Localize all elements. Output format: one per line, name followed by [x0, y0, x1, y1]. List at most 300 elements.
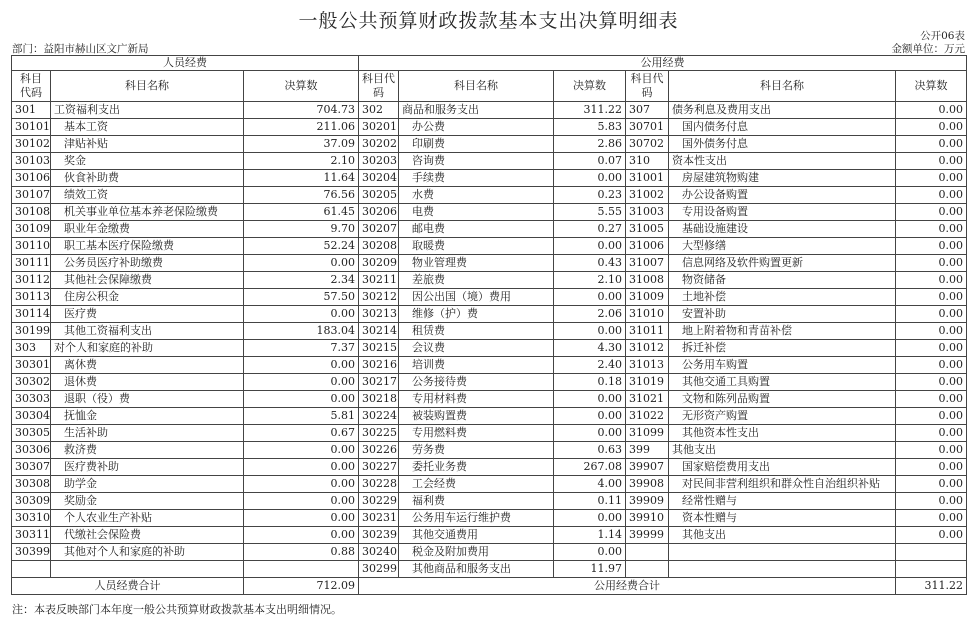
item-name: 基本工资: [51, 119, 244, 136]
item-name: 医疗费补助: [51, 459, 244, 476]
item-amount: 0.23: [554, 187, 626, 204]
item-amount: 0.00: [554, 544, 626, 561]
expenditure-table: [11, 55, 967, 595]
item-code: 30114: [12, 306, 51, 323]
amount-header: 决算数: [244, 71, 359, 102]
footnote: 注：本表反映部门本年度一般公共预算财政拨款基本支出明细情况。: [12, 603, 342, 616]
table-row: [12, 255, 967, 272]
item-amount: 11.64: [244, 170, 359, 187]
item-amount: 0.63: [554, 442, 626, 459]
item-code: 310: [626, 153, 669, 170]
item-amount: 11.97: [554, 561, 626, 578]
item-amount: 7.37: [244, 340, 359, 357]
item-amount: 0.00: [896, 425, 967, 442]
item-amount: 0.00: [896, 408, 967, 425]
item-name: 被装购置费: [399, 408, 554, 425]
item-amount: 0.00: [244, 306, 359, 323]
item-name: 专用材料费: [399, 391, 554, 408]
item-name: 其他交通工具购置: [669, 374, 896, 391]
item-name: 代缴社会保险费: [51, 527, 244, 544]
item-code: 302: [359, 102, 399, 119]
item-code: 30299: [359, 561, 399, 578]
code-header: 科目代码: [359, 71, 399, 102]
item-code: 30303: [12, 391, 51, 408]
table-row: [12, 408, 967, 425]
table-row: [12, 323, 967, 340]
item-name: 其他交通费用: [399, 527, 554, 544]
item-code: 30102: [12, 136, 51, 153]
item-amount: 0.00: [896, 119, 967, 136]
personnel-total-label: 人员经费合计: [12, 578, 244, 595]
item-code: 30113: [12, 289, 51, 306]
table-row: [12, 425, 967, 442]
item-name: 安置补助: [669, 306, 896, 323]
item-code: 31022: [626, 408, 669, 425]
item-amount: 0.67: [244, 425, 359, 442]
item-name: 物业管理费: [399, 255, 554, 272]
item-code: 30301: [12, 357, 51, 374]
item-code: 30399: [12, 544, 51, 561]
item-amount: 0.00: [244, 510, 359, 527]
amount-header: 决算数: [896, 71, 967, 102]
item-name: 拆迁补偿: [669, 340, 896, 357]
item-code: [626, 544, 669, 561]
item-amount: 0.00: [896, 289, 967, 306]
table-row: [12, 357, 967, 374]
item-amount: 0.00: [896, 442, 967, 459]
personnel-group-header: 人员经费: [12, 56, 359, 71]
item-name: 机关事业单位基本养老保险缴费: [51, 204, 244, 221]
item-amount: 9.70: [244, 221, 359, 238]
item-code: 30108: [12, 204, 51, 221]
public-group-header: 公用经费: [359, 56, 967, 71]
item-name: 取暖费: [399, 238, 554, 255]
item-code: 31012: [626, 340, 669, 357]
name-header: 科目名称: [669, 71, 896, 102]
item-code: 30231: [359, 510, 399, 527]
item-name: 差旅费: [399, 272, 554, 289]
item-amount: [244, 561, 359, 578]
item-code: 30202: [359, 136, 399, 153]
item-code: 31003: [626, 204, 669, 221]
item-name: 奖励金: [51, 493, 244, 510]
item-amount: 5.81: [244, 408, 359, 425]
item-amount: 0.00: [244, 391, 359, 408]
item-amount: 0.00: [896, 476, 967, 493]
item-name: 职工基本医疗保险缴费: [51, 238, 244, 255]
item-amount: 0.18: [554, 374, 626, 391]
item-code: 30224: [359, 408, 399, 425]
item-name: 其他工资福利支出: [51, 323, 244, 340]
form-number: 公开06表: [920, 30, 965, 42]
item-amount: 0.00: [554, 238, 626, 255]
item-amount: 0.00: [896, 459, 967, 476]
item-name: 国内债务付息: [669, 119, 896, 136]
item-amount: 61.45: [244, 204, 359, 221]
item-name: 其他商品和服务支出: [399, 561, 554, 578]
item-amount: 52.24: [244, 238, 359, 255]
item-name: 工会经费: [399, 476, 554, 493]
public-total-label: 公用经费合计: [359, 578, 896, 595]
item-name: 对民间非营利组织和群众性自治组织补贴: [669, 476, 896, 493]
item-amount: 2.06: [554, 306, 626, 323]
item-name: 公务员医疗补助缴费: [51, 255, 244, 272]
item-name: 资本性赠与: [669, 510, 896, 527]
item-name: 资本性支出: [669, 153, 896, 170]
item-amount: 183.04: [244, 323, 359, 340]
item-code: 30205: [359, 187, 399, 204]
item-name: 会议费: [399, 340, 554, 357]
item-name: 离休费: [51, 357, 244, 374]
item-code: [12, 561, 51, 578]
table-row: [12, 476, 967, 493]
item-name: 津贴补贴: [51, 136, 244, 153]
item-name: 租赁费: [399, 323, 554, 340]
item-name: [669, 561, 896, 578]
item-name: 水费: [399, 187, 554, 204]
item-name: 经常性赠与: [669, 493, 896, 510]
item-code: 307: [626, 102, 669, 119]
item-amount: 37.09: [244, 136, 359, 153]
item-code: 30310: [12, 510, 51, 527]
personnel-total-value: 712.09: [244, 578, 359, 595]
item-amount: 0.43: [554, 255, 626, 272]
item-code: 39999: [626, 527, 669, 544]
item-amount: 267.08: [554, 459, 626, 476]
item-name: 地上附着物和青苗补偿: [669, 323, 896, 340]
item-amount: 0.00: [554, 510, 626, 527]
code-header: 科目代码: [12, 71, 51, 102]
item-amount: 211.06: [244, 119, 359, 136]
item-name: 公务接待费: [399, 374, 554, 391]
item-code: 30702: [626, 136, 669, 153]
item-amount: 0.00: [896, 306, 967, 323]
name-header: 科目名称: [399, 71, 554, 102]
item-code: 31001: [626, 170, 669, 187]
item-name: [51, 561, 244, 578]
item-code: 39907: [626, 459, 669, 476]
item-amount: 0.88: [244, 544, 359, 561]
item-amount: 0.11: [554, 493, 626, 510]
item-amount: 2.34: [244, 272, 359, 289]
item-code: [626, 561, 669, 578]
item-name: 退职（役）费: [51, 391, 244, 408]
table-row: [12, 289, 967, 306]
item-code: 30207: [359, 221, 399, 238]
item-amount: 0.00: [244, 255, 359, 272]
item-name: 培训费: [399, 357, 554, 374]
item-amount: 76.56: [244, 187, 359, 204]
item-code: 30204: [359, 170, 399, 187]
name-header: 科目名称: [51, 71, 244, 102]
item-code: 30213: [359, 306, 399, 323]
item-name: 大型修缮: [669, 238, 896, 255]
item-name: 个人农业生产补贴: [51, 510, 244, 527]
item-code: 30111: [12, 255, 51, 272]
table-row: [12, 442, 967, 459]
item-amount: 2.10: [244, 153, 359, 170]
table-row: [12, 153, 967, 170]
item-code: 30208: [359, 238, 399, 255]
item-amount: 0.00: [896, 170, 967, 187]
item-code: 30216: [359, 357, 399, 374]
item-name: 其他对个人和家庭的补助: [51, 544, 244, 561]
item-amount: 2.86: [554, 136, 626, 153]
item-code: 31013: [626, 357, 669, 374]
item-amount: 0.00: [244, 476, 359, 493]
item-code: 31006: [626, 238, 669, 255]
item-name: 土地补偿: [669, 289, 896, 306]
item-code: 39909: [626, 493, 669, 510]
item-name: 其他资本性支出: [669, 425, 896, 442]
item-code: 30227: [359, 459, 399, 476]
item-code: 30218: [359, 391, 399, 408]
item-code: 30214: [359, 323, 399, 340]
item-amount: 0.00: [896, 391, 967, 408]
item-name: 因公出国（境）费用: [399, 289, 554, 306]
item-amount: 5.55: [554, 204, 626, 221]
item-name: 奖金: [51, 153, 244, 170]
item-name: 其他支出: [669, 442, 896, 459]
item-code: 30302: [12, 374, 51, 391]
item-amount: 0.00: [896, 493, 967, 510]
item-name: 退休费: [51, 374, 244, 391]
item-code: 30308: [12, 476, 51, 493]
item-code: 30305: [12, 425, 51, 442]
item-amount: 0.00: [896, 357, 967, 374]
item-name: 绩效工资: [51, 187, 244, 204]
item-amount: 0.00: [896, 374, 967, 391]
item-code: 30217: [359, 374, 399, 391]
item-name: 手续费: [399, 170, 554, 187]
table-row: [12, 221, 967, 238]
item-name: 劳务费: [399, 442, 554, 459]
item-code: 39910: [626, 510, 669, 527]
item-code: 30701: [626, 119, 669, 136]
item-name: 职业年金缴费: [51, 221, 244, 238]
item-code: 30112: [12, 272, 51, 289]
table-row: [12, 204, 967, 221]
item-name: 救济费: [51, 442, 244, 459]
item-amount: 0.00: [896, 238, 967, 255]
item-amount: 311.22: [554, 102, 626, 119]
item-name: 伙食补助费: [51, 170, 244, 187]
item-name: [669, 544, 896, 561]
item-amount: 0.00: [896, 153, 967, 170]
item-code: 30211: [359, 272, 399, 289]
item-name: 公务用车运行维护费: [399, 510, 554, 527]
item-code: 30109: [12, 221, 51, 238]
item-amount: 2.10: [554, 272, 626, 289]
item-name: 基础设施建设: [669, 221, 896, 238]
amount-header: 决算数: [554, 71, 626, 102]
item-name: 专用燃料费: [399, 425, 554, 442]
item-amount: 0.00: [554, 391, 626, 408]
item-name: 文物和陈列品购置: [669, 391, 896, 408]
table-row: [12, 136, 967, 153]
table-row: [12, 527, 967, 544]
item-name: 信息网络及软件购置更新: [669, 255, 896, 272]
item-amount: 0.00: [244, 527, 359, 544]
table-row: [12, 119, 967, 136]
item-name: 工资福利支出: [51, 102, 244, 119]
item-code: 30107: [12, 187, 51, 204]
item-name: 办公设备购置: [669, 187, 896, 204]
table-row: [12, 459, 967, 476]
item-code: 31008: [626, 272, 669, 289]
item-amount: 0.00: [554, 289, 626, 306]
item-code: 30203: [359, 153, 399, 170]
item-name: 助学金: [51, 476, 244, 493]
item-name: 无形资产购置: [669, 408, 896, 425]
table-row: [12, 170, 967, 187]
item-name: 其他社会保障缴费: [51, 272, 244, 289]
item-code: 30226: [359, 442, 399, 459]
item-amount: 0.00: [554, 323, 626, 340]
item-name: 税金及附加费用: [399, 544, 554, 561]
department-label: 部门：益阳市赫山区文广新局: [12, 43, 149, 55]
item-name: 抚恤金: [51, 408, 244, 425]
item-amount: 5.83: [554, 119, 626, 136]
item-amount: 0.00: [896, 136, 967, 153]
item-amount: 0.00: [554, 425, 626, 442]
item-code: 31005: [626, 221, 669, 238]
item-code: 399: [626, 442, 669, 459]
item-code: 30304: [12, 408, 51, 425]
item-code: 31009: [626, 289, 669, 306]
table-row: [12, 238, 967, 255]
item-amount: 704.73: [244, 102, 359, 119]
item-name: 商品和服务支出: [399, 102, 554, 119]
item-amount: 0.00: [896, 255, 967, 272]
public-total-value: 311.22: [896, 578, 967, 595]
item-amount: 0.00: [244, 357, 359, 374]
item-amount: 0.00: [244, 459, 359, 476]
item-code: 30201: [359, 119, 399, 136]
table-body: [12, 102, 967, 578]
item-name: 房屋建筑物购建: [669, 170, 896, 187]
item-amount: 0.07: [554, 153, 626, 170]
item-code: 30209: [359, 255, 399, 272]
item-amount: 0.00: [554, 170, 626, 187]
item-name: 专用设备购置: [669, 204, 896, 221]
table-row: [12, 340, 967, 357]
table-row: [12, 561, 967, 578]
item-name: 住房公积金: [51, 289, 244, 306]
item-amount: [896, 544, 967, 561]
item-code: 30311: [12, 527, 51, 544]
item-amount: 0.00: [554, 408, 626, 425]
code-header: 科目代码: [626, 71, 669, 102]
item-name: 办公费: [399, 119, 554, 136]
item-amount: 0.00: [896, 102, 967, 119]
table-row: [12, 391, 967, 408]
table-row: [12, 102, 967, 119]
item-code: 30228: [359, 476, 399, 493]
item-amount: 0.00: [244, 493, 359, 510]
item-code: 30215: [359, 340, 399, 357]
item-name: 咨询费: [399, 153, 554, 170]
item-code: 30306: [12, 442, 51, 459]
item-code: 30103: [12, 153, 51, 170]
totals-row: [12, 578, 967, 595]
item-amount: 0.00: [244, 442, 359, 459]
table-row: [12, 187, 967, 204]
item-name: 国外债务付息: [669, 136, 896, 153]
item-code: 31099: [626, 425, 669, 442]
item-name: 医疗费: [51, 306, 244, 323]
item-code: 30225: [359, 425, 399, 442]
item-amount: 57.50: [244, 289, 359, 306]
item-code: 303: [12, 340, 51, 357]
item-name: 债务利息及费用支出: [669, 102, 896, 119]
item-code: 30229: [359, 493, 399, 510]
item-code: 39908: [626, 476, 669, 493]
item-name: 对个人和家庭的补助: [51, 340, 244, 357]
item-code: 301: [12, 102, 51, 119]
item-amount: 4.30: [554, 340, 626, 357]
item-amount: 4.00: [554, 476, 626, 493]
item-amount: 0.00: [244, 374, 359, 391]
item-name: 公务用车购置: [669, 357, 896, 374]
item-name: 印刷费: [399, 136, 554, 153]
item-amount: 0.00: [896, 527, 967, 544]
item-amount: 2.40: [554, 357, 626, 374]
item-name: 委托业务费: [399, 459, 554, 476]
item-name: 维修（护）费: [399, 306, 554, 323]
item-name: 邮电费: [399, 221, 554, 238]
item-code: 30106: [12, 170, 51, 187]
table-row: [12, 374, 967, 391]
item-name: 物资储备: [669, 272, 896, 289]
item-amount: 0.00: [896, 204, 967, 221]
table-row: [12, 306, 967, 323]
item-code: 30199: [12, 323, 51, 340]
item-name: 其他支出: [669, 527, 896, 544]
item-code: 31011: [626, 323, 669, 340]
item-code: 30307: [12, 459, 51, 476]
item-amount: 0.00: [896, 340, 967, 357]
table-row: [12, 544, 967, 561]
item-name: 电费: [399, 204, 554, 221]
item-amount: 0.00: [896, 323, 967, 340]
item-amount: 0.27: [554, 221, 626, 238]
item-code: 31019: [626, 374, 669, 391]
item-name: 国家赔偿费用支出: [669, 459, 896, 476]
item-amount: 0.00: [896, 187, 967, 204]
item-code: 30206: [359, 204, 399, 221]
item-code: 30110: [12, 238, 51, 255]
table-row: [12, 510, 967, 527]
item-amount: 1.14: [554, 527, 626, 544]
table-row: [12, 493, 967, 510]
item-code: 30212: [359, 289, 399, 306]
item-amount: [896, 561, 967, 578]
item-code: 30309: [12, 493, 51, 510]
item-code: 31007: [626, 255, 669, 272]
item-code: 31010: [626, 306, 669, 323]
page-title: 一般公共预算财政拨款基本支出决算明细表: [298, 10, 679, 32]
item-code: 30239: [359, 527, 399, 544]
item-code: 30240: [359, 544, 399, 561]
item-name: 福利费: [399, 493, 554, 510]
item-amount: 0.00: [896, 510, 967, 527]
item-amount: 0.00: [896, 221, 967, 238]
item-code: 30101: [12, 119, 51, 136]
item-amount: 0.00: [896, 272, 967, 289]
item-code: 31002: [626, 187, 669, 204]
item-code: 31021: [626, 391, 669, 408]
